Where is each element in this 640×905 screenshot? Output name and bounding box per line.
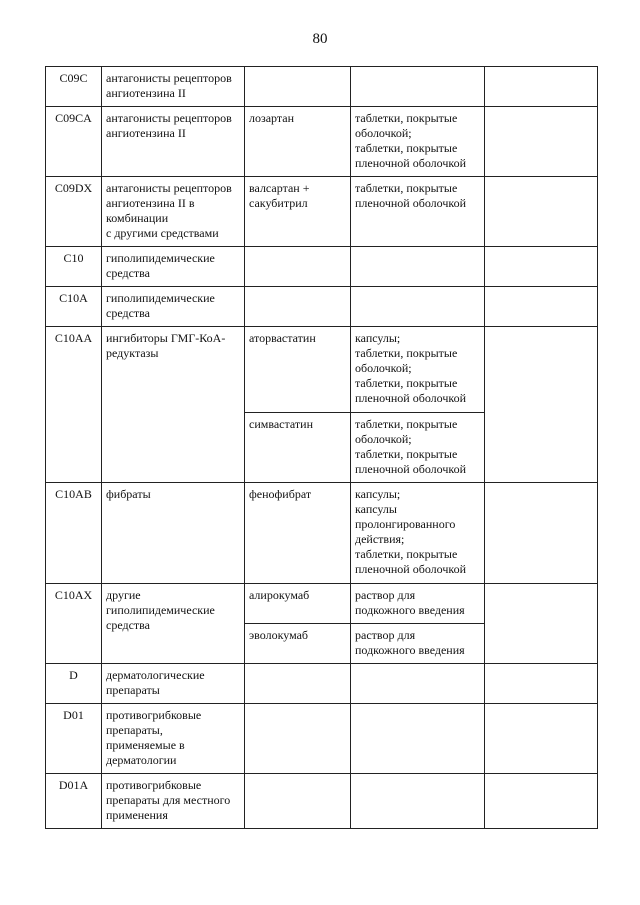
atc-code-cell: C10AB xyxy=(46,483,102,584)
anatomical-group-cell: противогрибковые препараты для местного применения xyxy=(102,774,245,829)
atc-code-cell: C09CA xyxy=(46,107,102,177)
dosage-form-cell xyxy=(351,67,485,107)
anatomical-group-cell: дерматологические препараты xyxy=(102,664,245,704)
page-number: 80 xyxy=(312,31,328,47)
empty-cell xyxy=(485,584,598,664)
drug-name-cell: эволокумаб xyxy=(245,624,351,664)
drug-name-cell: валсартан + сакубитрил xyxy=(245,177,351,247)
drug-name-cell xyxy=(245,704,351,774)
table-row xyxy=(46,774,598,829)
drug-name-cell xyxy=(245,67,351,107)
drug-name-cell xyxy=(245,664,351,704)
table-row xyxy=(46,287,598,327)
dosage-form-cell: раствор для подкожного введения xyxy=(351,584,485,624)
table-row xyxy=(46,664,598,704)
dosage-form-cell: капсулы; таблетки, покрытые оболочкой; таблетки, покрытые пленочной оболочкой xyxy=(351,327,485,413)
drug-name-cell xyxy=(245,774,351,829)
empty-cell xyxy=(485,327,598,483)
drug-name-cell xyxy=(245,247,351,287)
empty-cell xyxy=(485,107,598,177)
empty-cell xyxy=(485,774,598,829)
medicines-table-body xyxy=(46,67,598,829)
atc-code-cell: D01 xyxy=(46,704,102,774)
empty-cell xyxy=(485,287,598,327)
table-row xyxy=(46,483,598,584)
drug-name-cell: аторвастатин xyxy=(245,327,351,413)
dosage-form-cell: таблетки, покрытые оболочкой; таблетки, покрытые пленочной оболочкой xyxy=(351,413,485,483)
anatomical-group-cell: антагонисты рецепторов ангиотензина II xyxy=(102,67,245,107)
table-row xyxy=(46,704,598,774)
medicines-table xyxy=(45,66,598,829)
anatomical-group-cell: другие гиполипидемические средства xyxy=(102,584,245,664)
anatomical-group-cell: ингибиторы ГМГ-КоА- редуктазы xyxy=(102,327,245,483)
anatomical-group-cell: антагонисты рецепторов ангиотензина II в комбинации с другими средствами xyxy=(102,177,245,247)
drug-name-cell: симвастатин xyxy=(245,413,351,483)
drug-name-cell: алирокумаб xyxy=(245,584,351,624)
drug-name-cell: лозартан xyxy=(245,107,351,177)
empty-cell xyxy=(485,483,598,584)
empty-cell xyxy=(485,704,598,774)
table-row xyxy=(46,327,598,413)
anatomical-group-cell: антагонисты рецепторов ангиотензина II xyxy=(102,107,245,177)
atc-code-cell: C09DX xyxy=(46,177,102,247)
anatomical-group-cell: гиполипидемические средства xyxy=(102,247,245,287)
dosage-form-cell xyxy=(351,287,485,327)
atc-code-cell: D01A xyxy=(46,774,102,829)
atc-code-cell: C10AA xyxy=(46,327,102,483)
dosage-form-cell xyxy=(351,704,485,774)
dosage-form-cell: таблетки, покрытые пленочной оболочкой xyxy=(351,177,485,247)
table-row xyxy=(46,107,598,177)
empty-cell xyxy=(485,247,598,287)
dosage-form-cell xyxy=(351,247,485,287)
dosage-form-cell: раствор для подкожного введения xyxy=(351,624,485,664)
dosage-form-cell: капсулы; капсулы пролонгированного действия; таблетки, покрытые пленочной оболочкой xyxy=(351,483,485,584)
empty-cell xyxy=(485,177,598,247)
atc-code-cell: D xyxy=(46,664,102,704)
anatomical-group-cell: фибраты xyxy=(102,483,245,584)
dosage-form-cell: таблетки, покрытые оболочкой; таблетки, покрытые пленочной оболочкой xyxy=(351,107,485,177)
table-row xyxy=(46,247,598,287)
table-row xyxy=(46,67,598,107)
table-row xyxy=(46,584,598,624)
empty-cell xyxy=(485,67,598,107)
dosage-form-cell xyxy=(351,774,485,829)
atc-code-cell: C10AX xyxy=(46,584,102,664)
atc-code-cell: C09C xyxy=(46,67,102,107)
anatomical-group-cell: противогрибковые препараты, применяемые в дерматологии xyxy=(102,704,245,774)
drug-name-cell: фенофибрат xyxy=(245,483,351,584)
anatomical-group-cell: гиполипидемические средства xyxy=(102,287,245,327)
empty-cell xyxy=(485,664,598,704)
atc-code-cell: C10A xyxy=(46,287,102,327)
table-row xyxy=(46,177,598,247)
dosage-form-cell xyxy=(351,664,485,704)
drug-name-cell xyxy=(245,287,351,327)
atc-code-cell: C10 xyxy=(46,247,102,287)
